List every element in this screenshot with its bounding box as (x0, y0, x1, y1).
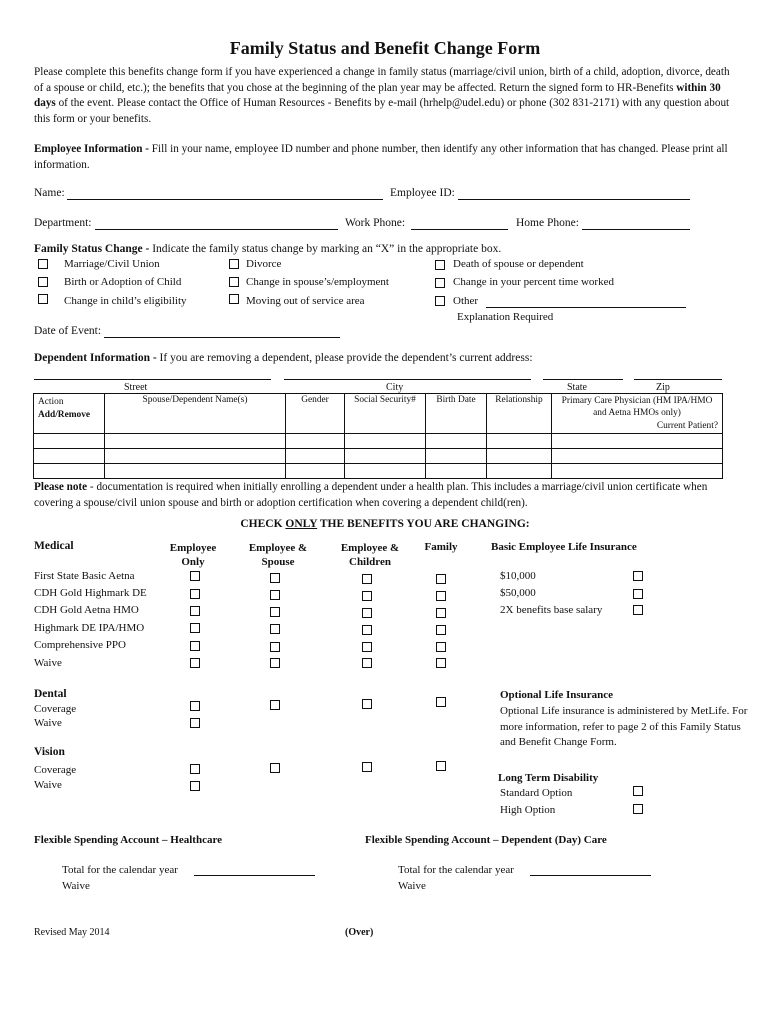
medical-checkbox[interactable] (362, 591, 372, 601)
percent-time-label: Change in your percent time worked (453, 276, 614, 288)
medical-checkbox[interactable] (190, 641, 200, 651)
medical-checkbox[interactable] (436, 625, 446, 635)
col-header-employee-only (160, 541, 226, 569)
medical-heading: Medical (34, 540, 74, 552)
current-patient-label: Current Patient? (656, 421, 718, 431)
other-checkbox[interactable] (435, 296, 445, 306)
work-phone-field[interactable] (411, 229, 508, 230)
zip-field[interactable] (634, 379, 722, 380)
state-label: State (567, 382, 587, 393)
spouse-employment-checkbox[interactable] (229, 277, 239, 287)
revised-date: Revised May 2014 (34, 927, 110, 938)
family-status-paragraph (34, 243, 501, 255)
dependent-info-paragraph (34, 352, 533, 364)
fsa-healthcare-heading: Flexible Spending Account – Healthcare (34, 834, 223, 846)
plan-waive: Waive (34, 657, 62, 669)
ltd-high-checkbox[interactable] (633, 804, 643, 814)
dependent-info-text: If you are removing a dependent, please provide the dependent’s current address: (159, 352, 533, 364)
family-status-text: Indicate the family status change by marking an “X” in the appropriate box. (152, 243, 502, 255)
child-eligibility-label: Change in child’s eligibility (64, 295, 187, 307)
pcp-header-label: Primary Care Physician (HM IPA/HMO and Aetna HMOs only) (561, 396, 713, 418)
note-paragraph (34, 480, 734, 511)
col-header-employee-children (332, 541, 408, 569)
table-row[interactable] (34, 449, 723, 464)
col-header-employee-children-l1: Employee & (340, 542, 400, 554)
employee-info-heading: Employee Information - (34, 143, 152, 155)
intro-deadline: within 30 days (34, 81, 721, 109)
death-checkbox[interactable] (435, 260, 445, 270)
intro-text-1: Please complete this benefits change form if you have experienced a change in family status (marriage/civil union, birth of a child, adoption, divorce, death of a spouse or child, etc.); the benefits that you chose at the beginning of the plan year may be affected. Return the signed form to HR-Benefits (34, 66, 730, 94)
moving-label: Moving out of service area (246, 295, 365, 307)
street-field[interactable] (34, 379, 271, 380)
explanation-required-label: Explanation Required (457, 311, 554, 323)
medical-checkbox[interactable] (362, 642, 372, 652)
vision-checkbox[interactable] (362, 762, 372, 772)
medical-checkbox[interactable] (362, 625, 372, 635)
medical-checkbox[interactable] (436, 591, 446, 601)
medical-checkbox[interactable] (436, 608, 446, 618)
work-phone-label: Work Phone: (345, 217, 406, 229)
note-text: - documentation is required when initially enrolling a dependent under a health plan. This includes a marriage/civil union certificate when covering a spouse/civil union spouse and birth or adoption certification when covering a dependent child(ren). (34, 481, 708, 509)
dental-checkbox[interactable] (362, 699, 372, 709)
medical-checkbox[interactable] (436, 642, 446, 652)
child-eligibility-checkbox[interactable] (38, 294, 48, 304)
name-label: Name: (34, 187, 65, 199)
plan-comprehensive-ppo: Comprehensive PPO (34, 639, 126, 651)
intro-text-2: of the event. Please contact the Office of Human Resources - Benefits by e-mail (hrhelp@udel.edu) or phone (302 831-2171) with any question about this form or your benefits. (34, 97, 730, 125)
fsa-dependent-waive-label: Waive (398, 880, 426, 892)
over-label: (Over) (345, 927, 374, 938)
col-header-employee-only-l2: Only (181, 556, 205, 568)
department-field[interactable] (95, 229, 338, 230)
marriage-label: Marriage/Civil Union (64, 258, 160, 270)
col-header-employee-spouse-l2: Spouse (261, 556, 295, 568)
relationship-header: Relationship (487, 394, 552, 434)
medical-checkbox[interactable] (362, 574, 372, 584)
col-header-employee-children-l2: Children (349, 556, 391, 568)
medical-checkbox[interactable] (436, 658, 446, 668)
birth-adoption-checkbox[interactable] (38, 277, 48, 287)
medical-checkbox[interactable] (190, 658, 200, 668)
home-phone-label: Home Phone: (516, 217, 579, 229)
fsa-healthcare-total-label: Total for the calendar year (62, 864, 178, 876)
intro-paragraph (34, 65, 734, 127)
medical-checkbox[interactable] (270, 607, 280, 617)
medical-checkbox[interactable] (362, 608, 372, 618)
medical-checkbox[interactable] (362, 658, 372, 668)
date-of-event-label: Date of Event: (34, 325, 102, 337)
optional-life-text: Optional Life insurance is administered by MetLife. For more information, refer to page 2 of this Family Status and Benefit Change Form. (500, 705, 748, 748)
form-title: Family Status and Benefit Change Form (229, 38, 541, 58)
city-field[interactable] (284, 379, 531, 380)
vision-checkbox[interactable] (270, 763, 280, 773)
life-2x-checkbox[interactable] (633, 605, 643, 615)
col-header-family: Family (424, 541, 458, 553)
add-remove-header-label: Add/Remove (38, 410, 91, 420)
zip-label: Zip (656, 382, 670, 393)
dental-waive-label: Waive (34, 717, 62, 729)
medical-checkbox[interactable] (190, 589, 200, 599)
plan-highmark-ipa-hmo: Highmark DE IPA/HMO (34, 622, 145, 634)
col-header-employee-only-l1: Employee (169, 542, 217, 554)
note-heading: Please note (34, 481, 88, 493)
vision-checkbox[interactable] (436, 761, 446, 771)
benefits-heading-only: ONLY (285, 518, 318, 530)
dependent-table (33, 393, 723, 479)
birth-adoption-label: Birth or Adoption of Child (64, 276, 182, 288)
action-header-label: Action (38, 397, 64, 407)
city-label: City (386, 382, 404, 393)
date-of-event-field[interactable] (104, 337, 340, 338)
optional-life-heading: Optional Life Insurance (500, 689, 614, 701)
gender-header: Gender (286, 394, 345, 434)
plan-cdh-gold-highmark: CDH Gold Highmark DE (34, 587, 147, 599)
vision-coverage-label: Coverage (34, 764, 77, 776)
table-row[interactable] (34, 434, 723, 449)
dependent-table-header (34, 394, 723, 434)
vision-waive-label: Waive (34, 779, 62, 791)
vision-heading: Vision (34, 746, 65, 758)
plan-cdh-gold-aetna-hmo: CDH Gold Aetna HMO (34, 604, 139, 616)
ssn-header: Social Security# (345, 394, 426, 434)
state-field[interactable] (543, 379, 623, 380)
dental-waive-checkbox[interactable] (190, 718, 200, 728)
dependent-info-heading: Dependent Information - (34, 352, 160, 364)
street-label: Street (124, 382, 148, 393)
divorce-label: Divorce (246, 258, 282, 270)
moving-checkbox[interactable] (229, 294, 239, 304)
other-field[interactable] (486, 307, 686, 308)
fsa-dependent-heading: Flexible Spending Account – Dependent (Day) Care (365, 834, 607, 846)
action-header (34, 394, 105, 434)
medical-checkbox[interactable] (190, 571, 200, 581)
fsa-dependent-total-field[interactable] (530, 875, 651, 876)
life-10000-label: $10,000 (500, 570, 536, 582)
name-header: Spouse/Dependent Name(s) (105, 394, 286, 434)
plan-first-state-basic-aetna: First State Basic Aetna (34, 570, 135, 582)
fsa-dependent-total-label: Total for the calendar year (398, 864, 514, 876)
benefits-heading-pre: CHECK (240, 518, 286, 530)
benefits-heading (0, 518, 770, 530)
dental-checkbox[interactable] (436, 697, 446, 707)
name-field[interactable] (67, 199, 383, 200)
family-status-heading: Family Status Change - (34, 243, 153, 255)
dental-heading: Dental (34, 688, 67, 700)
percent-time-checkbox[interactable] (435, 278, 445, 288)
other-label: Other (453, 295, 479, 307)
employee-id-field[interactable] (458, 199, 690, 200)
table-row[interactable] (34, 464, 723, 479)
vision-waive-checkbox[interactable] (190, 781, 200, 791)
spouse-employment-label: Change in spouse’s/employment (246, 276, 389, 288)
fsa-healthcare-waive-label: Waive (62, 880, 90, 892)
employee-info-text: Fill in your name, employee ID number and phone number, then identify any other information that has changed. Please print all information. (34, 143, 728, 171)
fsa-healthcare-total-field[interactable] (194, 875, 315, 876)
dental-checkbox[interactable] (270, 700, 280, 710)
col-header-employee-spouse-l1: Employee & (248, 542, 308, 554)
ltd-high-label: High Option (500, 804, 556, 816)
department-label: Department: (34, 217, 92, 229)
life-50000-checkbox[interactable] (633, 589, 643, 599)
vision-checkbox[interactable] (190, 764, 200, 774)
life-insurance-heading: Basic Employee Life Insurance (491, 541, 637, 553)
ltd-standard-label: Standard Option (500, 787, 573, 799)
medical-checkbox[interactable] (190, 623, 200, 633)
col-header-employee-spouse (240, 541, 316, 569)
employee-id-label: Employee ID: (390, 187, 455, 199)
medical-checkbox[interactable] (190, 606, 200, 616)
pcp-header (552, 394, 723, 434)
medical-checkbox[interactable] (270, 642, 280, 652)
medical-checkbox[interactable] (270, 624, 280, 634)
marriage-checkbox[interactable] (38, 259, 48, 269)
dental-checkbox[interactable] (190, 701, 200, 711)
medical-checkbox[interactable] (270, 573, 280, 583)
employee-info-paragraph (34, 142, 734, 173)
medical-checkbox[interactable] (270, 590, 280, 600)
benefits-heading-post: THE BENEFITS YOU ARE CHANGING: (317, 518, 530, 530)
medical-checkbox[interactable] (436, 574, 446, 584)
divorce-checkbox[interactable] (229, 259, 239, 269)
life-50000-label: $50,000 (500, 587, 536, 599)
dental-coverage-label: Coverage (34, 703, 77, 715)
ltd-standard-checkbox[interactable] (633, 786, 643, 796)
life-10000-checkbox[interactable] (633, 571, 643, 581)
medical-checkbox[interactable] (270, 658, 280, 668)
life-2x-label: 2X benefits base salary (500, 604, 603, 616)
death-label: Death of spouse or dependent (453, 258, 584, 270)
ltd-heading: Long Term Disability (498, 772, 599, 784)
home-phone-field[interactable] (582, 229, 690, 230)
birth-date-header: Birth Date (426, 394, 487, 434)
